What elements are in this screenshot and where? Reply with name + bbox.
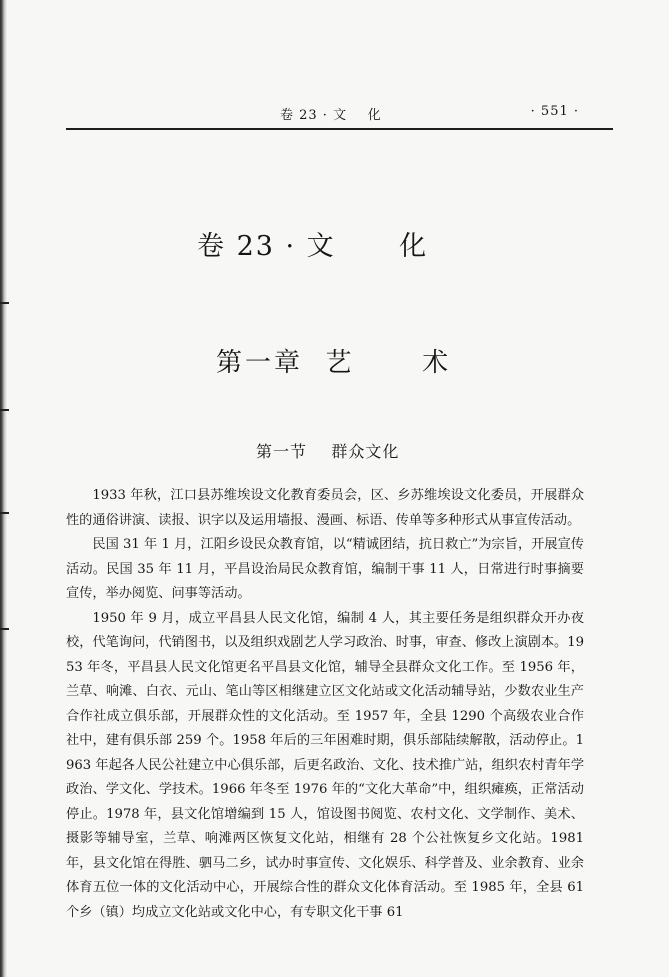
edge-mark (0, 628, 9, 630)
running-title: 卷 23 · 文 化 (280, 108, 382, 123)
edge-mark (0, 409, 9, 411)
volume-title: 卷 23 · 文 化 (197, 231, 429, 262)
chapter-title: 第一章 艺 术 (216, 348, 452, 378)
edge-mark (0, 512, 9, 514)
paragraph: 1950 年 9 月，成立平昌县人民文化馆，编制 4 人，其主要任务是组织群众开办夜校，代笔询问，代销图书，以及组织戏剧艺人学习政治、时事，审查、修改上演剧本。1953 年冬，平昌县人民文化馆更名平昌县文化馆，辅导全县群众文化工作。至 1956 年，兰草、响滩、白衣、元山、笔山等区相继建立区文化站或文化活动辅导站，少数农业生产合作社成立俱乐部，开展群众性的文化活动。至 1957 年，全县 1290 个高级农业合作社中，建有俱乐部 259 个。1958 年后的三年困难时期，俱乐部陆续解散，活动停止。1963 年起各人民公社建立中心俱乐部，后更名政治、文化、技术推广站，组织农村青年学政治、学文化、学技术。1966 年冬至 1976 年的“文化大革命”中，组织瘫痪，正常活动停止。1978 年，县文化馆增编到 15 人，馆设图书阅览、农村文化、文学制作、美术、摄影等辅导室，兰草、响滩两区恢复文化站，相继有 28 个公社恢复乡文化站。1981 年，县文化馆在得胜、驷马二乡，试办时事宣传、文化娱乐、科学普及、业余教育、业余体育五位一体的文化活动中心，开展综合性的群众文化体育活动。至 1985 年，全县 61 个乡（镇）均成立文化站或文化中心，有专职文化干事 61 (66, 610, 584, 920)
section-title: 第一节 群众文化 (256, 442, 400, 461)
scanned-page-edge (0, 0, 7, 977)
running-header (66, 102, 611, 124)
header-rule (66, 128, 613, 130)
edge-mark (0, 302, 9, 304)
body-text (66, 484, 584, 925)
paragraph: 1933 年秋，江口县苏维埃设文化教育委员会，区、乡苏维埃设文化委员，开展群众性的通俗讲演、读报、识字以及运用墙报、漫画、标语、传单等多种形式从事宣传活动。 (66, 488, 584, 528)
paragraph: 民国 31 年 1 月，江阳乡设民众教育馆，以“精诚团结，抗日救亡”为宗旨，开展宣传活动。民国 35 年 11 月，平昌设治局民众教育馆，编制干事 11 人，日常进行时事摘要宣传，举办阅览、问事等活动。 (66, 537, 584, 601)
page-number: · 551 · (530, 104, 579, 119)
